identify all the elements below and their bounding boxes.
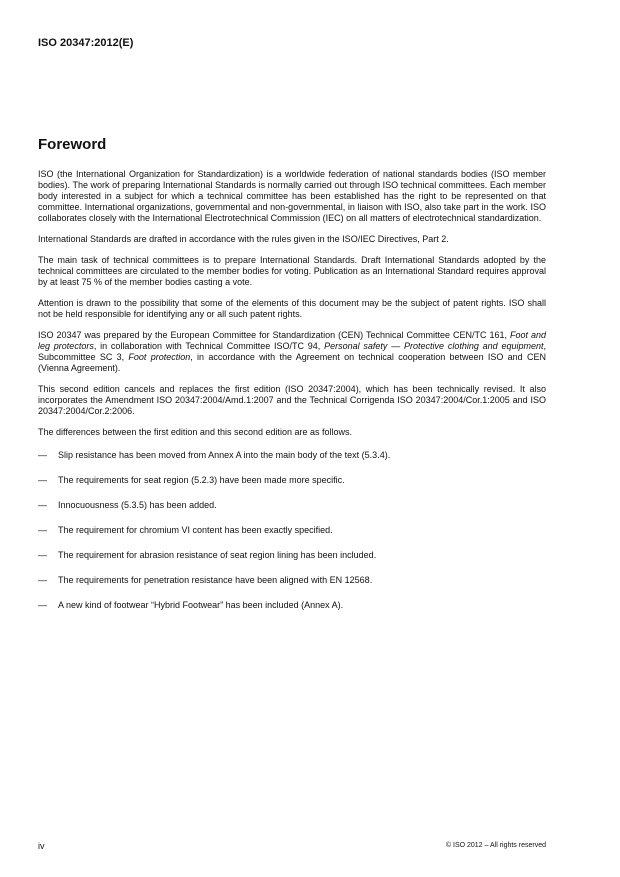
prepared-by-text-4: , in accordance with the Agreement on technical cooperation between ISO and CEN (Vienna Agreement). — [38, 352, 546, 373]
paragraph-edition: This second edition cancels and replaces the first edition (ISO 20347:2004), which has been technically revised. It also incorporates the Amendment ISO 20347:2004/Amd.1:2007 and the Technical Corrigenda ISO 20347:2004/Cor.1:2005 and ISO 20347:2004/Cor.2:2006. — [38, 384, 546, 416]
list-item-text: A new kind of footwear “Hybrid Footwear” has been included (Annex A). — [58, 600, 344, 610]
iso-committee-title-italic: Personal safety — Protective clothing and equipment — [324, 341, 544, 351]
prepared-by-text-1: ISO 20347 was prepared by the European Committee for Standardization (CEN) Technical Committee CEN/TC 161, — [38, 330, 510, 340]
page-number: iv — [38, 841, 45, 851]
list-dash: — — [38, 575, 47, 585]
list-dash: — — [38, 600, 47, 610]
list-item — [38, 450, 546, 461]
list-item — [38, 550, 546, 561]
committee-title-italic: Foot and leg protectors — [38, 330, 546, 351]
paragraph-patent-rights: Attention is drawn to the possibility that some of the elements of this document may be the subject of patent rights. ISO shall not be held responsible for identifying any or all such patent rights. — [38, 298, 546, 319]
list-item-text: Innocuousness (5.3.5) has been added. — [58, 500, 217, 510]
list-item-text: Slip resistance has been moved from Annex A into the main body of the text (5.3.4). — [58, 450, 391, 460]
list-dash: — — [38, 450, 47, 460]
subcommittee-title-italic: Foot protection — [128, 352, 191, 362]
list-item — [38, 575, 546, 586]
prepared-by-text-3: , Subcommittee SC 3, — [38, 341, 547, 362]
list-dash: — — [38, 525, 47, 535]
paragraph-technical-committees: The main task of technical committees is to prepare International Standards. Draft International Standards adopted by the technical committees are circulated to the member bodies for voting. Publication as an International Standard requires approval by at least 75 % of the member bodies casting a vote. — [38, 255, 546, 287]
paragraph-differences-intro: The differences between the first edition and this second edition are as follows. — [38, 427, 353, 437]
document-header: ISO 20347:2012(E) — [38, 37, 134, 49]
paragraph-prepared-by — [38, 330, 546, 374]
list-item — [38, 525, 546, 536]
list-item — [38, 500, 546, 511]
copyright-notice: © ISO 2012 – All rights reserved — [445, 842, 546, 849]
paragraph-iso-intro: ISO (the International Organization for Standardization) is a worldwide federation of national standards bodies (ISO member bodies). The work of preparing International Standards is normally carried out through ISO technical committees. Each member body interested in a subject for which a technical committee has been established has the right to be represented on that committee. International organizations, governmental and non-governmental, in liaison with ISO, also take part in the work. ISO collaborates closely with the International Electrotechnical Commission (IEC) on all matters of electrotechnical standardization. — [38, 169, 546, 223]
list-item — [38, 475, 546, 486]
list-item-text: The requirement for chromium VI content has been exactly specified. — [58, 525, 333, 535]
list-item-text: The requirements for penetration resistance have been aligned with EN 12568. — [58, 575, 373, 585]
page-title: Foreword — [38, 136, 107, 153]
list-dash: — — [38, 550, 47, 560]
foreword-body — [38, 169, 546, 625]
list-item — [38, 600, 546, 611]
list-dash: — — [38, 475, 47, 485]
differences-list — [38, 450, 546, 611]
list-dash: — — [38, 500, 47, 510]
list-item-text: The requirements for seat region (5.2.3) have been made more specific. — [58, 475, 345, 485]
prepared-by-text-2: , in collaboration with Technical Committee ISO/TC 94, — [93, 341, 325, 351]
paragraph-directives: International Standards are drafted in accordance with the rules given in the ISO/IEC Directives, Part 2. — [38, 234, 449, 244]
list-item-text: The requirement for abrasion resistance of seat region lining has been included. — [58, 550, 377, 560]
